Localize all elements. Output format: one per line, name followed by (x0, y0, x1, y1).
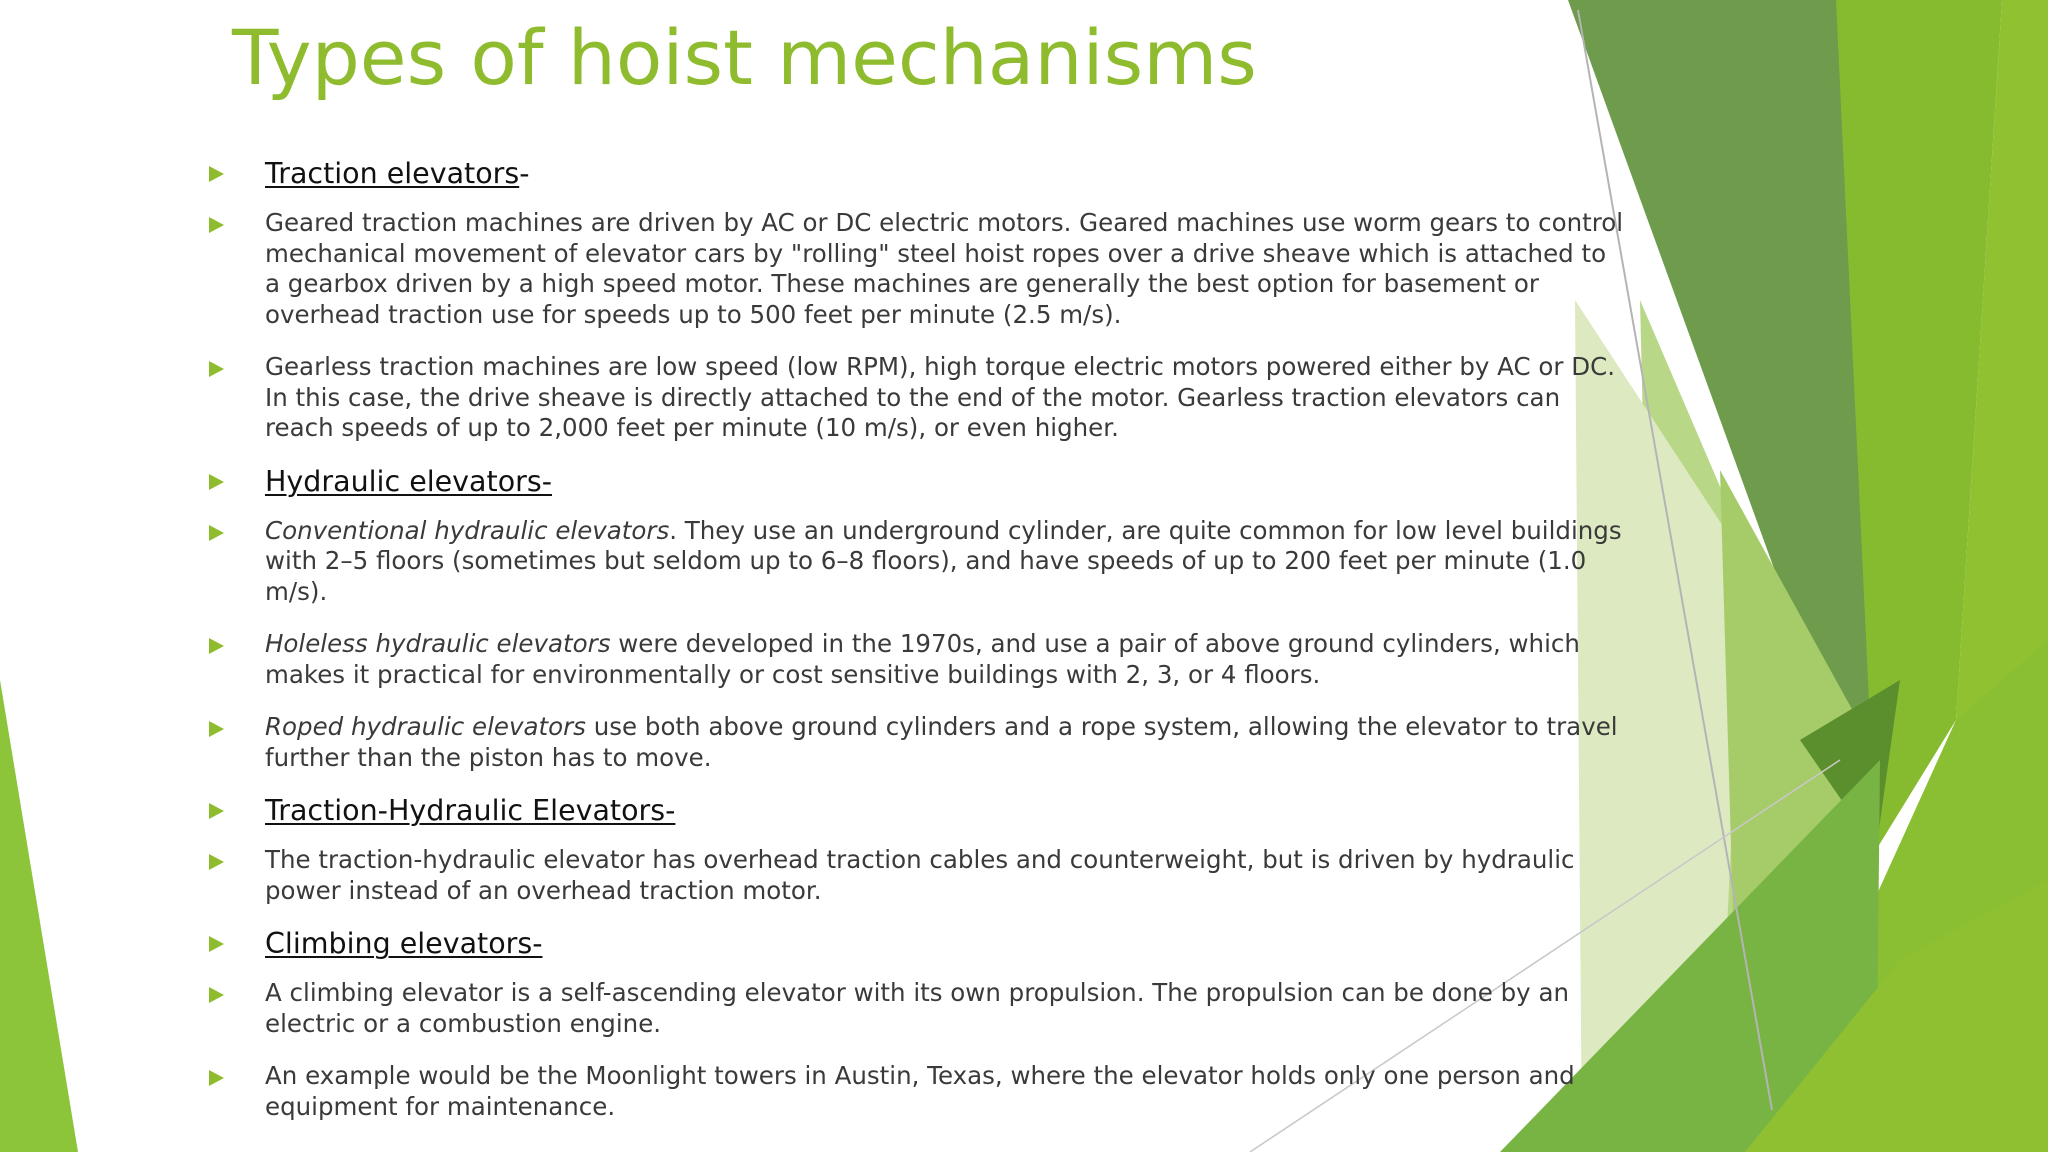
bullet-list (206, 156, 1626, 1122)
section-heading-climbing (206, 926, 1626, 962)
heading-text: Traction-Hydraulic Elevators- (265, 794, 676, 827)
triangle-bullet-icon (209, 854, 224, 870)
item-text: were developed in the 1970s, and use a pair of above ground cylinders, which makes it practical for environmentally or cost sensitive buildings with 2, 3, or 4 floors. (265, 629, 1580, 689)
item-text: Geared traction machines are driven by AC or DC electric motors. Geared machines use worm gears to control mechanical movement of elevator cars by "rolling" steel hoist ropes over a drive sheave which is attached to a gearbox driven by a high speed motor. These machines are generally the best option for basement or overhead traction use for speeds up to 500 feet per minute (2.5 m/s). (265, 208, 1624, 329)
item-text: A climbing elevator is a self-ascending elevator with its own propulsion. The propulsion can be done by an electric or a combustion engine. (265, 978, 1569, 1038)
item-emphasis: Roped hydraulic elevators (265, 712, 586, 741)
triangle-bullet-icon (209, 803, 224, 819)
heading-text: Climbing elevators- (265, 927, 543, 960)
list-item-conventional-hydraulic (206, 516, 1626, 608)
list-item-roped-hydraulic (206, 712, 1626, 773)
triangle-bullet-icon (209, 361, 224, 377)
list-item-holeless-hydraulic (206, 629, 1626, 690)
list-item-geared-traction (206, 208, 1626, 330)
triangle-bullet-icon (209, 987, 224, 1003)
triangle-bullet-icon (209, 217, 224, 233)
item-text: . They use an underground cylinder, are quite common for low level buildings with 2–5 floors (sometimes but seldom up to 6–8 floors), and have speeds of up to 200 feet per minute (1.0 m/s). (265, 515, 1622, 606)
triangle-bullet-icon (209, 525, 224, 541)
section-heading-traction (206, 156, 1626, 192)
list-item-moonlight-towers (206, 1061, 1626, 1122)
slide-title: Types of hoist mechanisms (232, 13, 1257, 102)
item-emphasis: Holeless hydraulic elevators (265, 629, 611, 658)
heading-suffix: - (519, 157, 530, 190)
triangle-bullet-icon (209, 936, 224, 952)
item-text: use both above ground cylinders and a rope system, allowing the elevator to travel further than the piston has to move. (265, 712, 1618, 772)
triangle-bullet-icon (209, 474, 224, 490)
triangle-bullet-icon (209, 1070, 224, 1086)
item-emphasis: Conventional hydraulic elevators (265, 515, 670, 545)
section-heading-traction-hydraulic (206, 793, 1626, 829)
list-item-traction-hydraulic (206, 845, 1626, 906)
triangle-bullet-icon (209, 638, 224, 654)
list-item-gearless-traction (206, 352, 1626, 444)
item-text: Gearless traction machines are low speed (low RPM), high torque electric motors powered either by AC or DC. In this case, the drive sheave is directly attached to the end of the motor. Gearless traction elevators can reach speeds of up to 2,000 feet per minute (10 m/s), or even higher. (265, 352, 1615, 442)
heading-text: Hydraulic elevators- (265, 464, 552, 498)
section-heading-hydraulic (206, 464, 1626, 500)
heading-text: Traction elevators (265, 157, 520, 190)
triangle-bullet-icon (209, 721, 224, 737)
left-green-sliver (0, 680, 78, 1152)
list-item-climbing (206, 978, 1626, 1039)
triangle-bullet-icon (209, 166, 224, 182)
item-text: The traction-hydraulic elevator has overhead traction cables and counterweight, but is driven by hydraulic power instead of an overhead traction motor. (265, 845, 1575, 905)
item-text: An example would be the Moonlight towers in Austin, Texas, where the elevator holds only one person and equipment for maintenance. (265, 1061, 1575, 1121)
